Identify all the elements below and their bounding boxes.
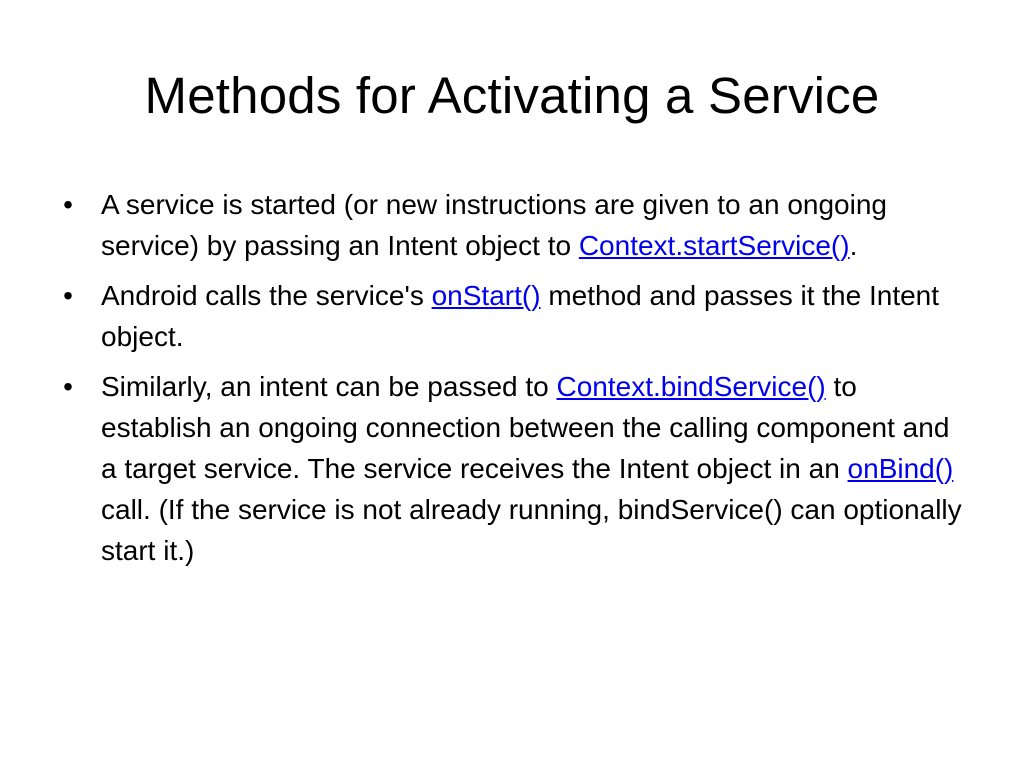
bullet-text: . — [849, 230, 858, 261]
bullet-text: Android calls the service's — [101, 280, 432, 311]
bullet-icon: • — [63, 189, 73, 220]
bullet-list — [58, 184, 970, 580]
start-service-link[interactable]: Context.startService() — [578, 230, 850, 261]
on-bind-link[interactable]: onBind() — [847, 453, 954, 484]
bullet-text: method and passes it the Intent object. — [101, 280, 940, 352]
slide-title: Methods for Activating a Service — [144, 67, 880, 124]
bullet-text: A service is started (or new instructions are given to an ongoing service) by passing an Intent object to — [101, 189, 887, 261]
bullet-icon: • — [63, 371, 73, 402]
bullet-item-bind-service — [58, 366, 970, 571]
on-start-link[interactable]: onStart() — [431, 280, 541, 311]
bullet-text: to establish an ongoing connection between the calling component and a target service. The service receives the Intent object in an — [101, 371, 950, 484]
bullet-text: call. (If the service is not already running, bindService() can optionally start it.) — [101, 494, 962, 566]
bullet-text: Similarly, an intent can be passed to — [101, 371, 557, 402]
bullet-icon: • — [63, 280, 73, 311]
bullet-item-start-service — [58, 184, 970, 266]
bullet-item-on-start — [58, 275, 970, 357]
bind-service-link[interactable]: Context.bindService() — [556, 371, 826, 402]
